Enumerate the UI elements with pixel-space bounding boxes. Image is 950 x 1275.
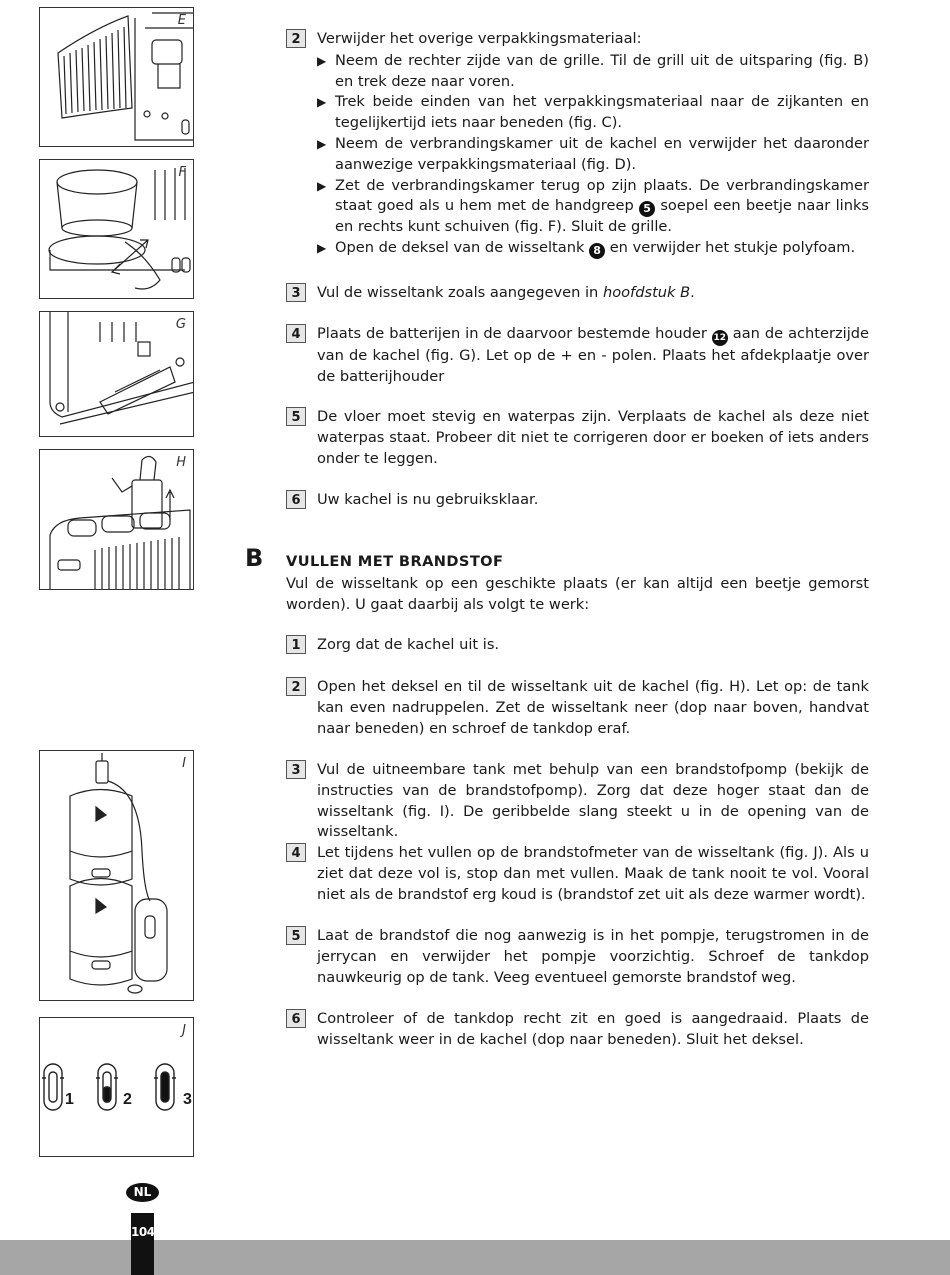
step-number: 1	[286, 635, 306, 654]
bullet-item	[317, 134, 869, 176]
figure-i-drawing	[40, 751, 194, 1001]
figure-g-label: G	[175, 317, 186, 332]
figure-h	[39, 449, 194, 590]
page-number-tab	[131, 1213, 154, 1275]
step-number: 5	[286, 926, 306, 945]
bullet-item	[317, 51, 869, 93]
step-text: Uw kachel is nu gebruiksklaar.	[317, 491, 539, 508]
figure-f	[39, 159, 194, 299]
step-number: 2	[286, 29, 306, 48]
figure-i-label: I	[182, 756, 186, 771]
figure-h-drawing	[40, 450, 194, 590]
fill-step-4	[286, 843, 869, 905]
step-text: Let tijdens het vullen op de brandstofmeter van de wisseltank (fig. J). Als u ziet dat deze vol is, stop dan met vullen. Maak de tank nooit te vol. Vooral niet als de brandstof erg koud is (brandstof zet uit als deze warmer wordt).	[317, 844, 869, 903]
figure-e-label: E	[177, 13, 186, 28]
step-text: Open het deksel en til de wisseltank uit de kachel (fig. H). Let op: de tank kan even nadruppelen. Zet de wisseltank neer (dop naar boven, handvat naar beneden) en schroef de tankdop eraf.	[317, 678, 869, 737]
step-text: Plaats de batterijen in de daarvoor bestemde houder	[317, 325, 707, 342]
bullet-text: Zet de verbrandingskamer terug op zijn plaats. De verbrandingskamer staat goed als u hem met de handgreep	[335, 176, 869, 215]
step-2-unpack	[286, 29, 869, 259]
figure-f-drawing	[40, 160, 194, 299]
bullet-text: Neem de rechter zijde van de grille. Til de grill uit de uitsparing (fig. B) en trek deze naar voren.	[335, 51, 869, 90]
step-number: 5	[286, 407, 306, 426]
figure-j-drawing	[40, 1018, 194, 1157]
figure-j-label: J	[182, 1023, 186, 1038]
step-text: Vul de uitneembare tank met behulp van een brandstofpomp (bekijk de instructies van de brandstofpomp). Zorg dat deze hoger staat dan de wisseltank (fig. I). De geribbelde slang steekt u in de opening van de wisseltank.	[317, 761, 869, 841]
step-text: De vloer moet stevig en waterpas zijn. Verplaats de kachel als deze niet waterpas staat. Probeer dit niet te corrigeren door er boeken of iets anders onder te leggen.	[317, 408, 869, 467]
page-number: 104	[131, 1225, 155, 1239]
bullet-item	[317, 176, 869, 239]
step-4-batteries	[286, 324, 869, 388]
language-badge: NL	[126, 1183, 159, 1202]
part-reference-5: 5	[639, 201, 655, 217]
fill-step-1	[286, 635, 869, 656]
bullet-text: soepel een beetje naar links en rechts kunt schuiven (fig. F). Sluit de grille.	[335, 197, 870, 236]
step-number: 4	[286, 324, 306, 343]
step-text-end: .	[690, 284, 695, 301]
figure-g-drawing	[40, 312, 194, 437]
step-number: 6	[286, 490, 306, 509]
bullet-item	[317, 92, 869, 134]
fuel-gauge-level-2: 2	[123, 1091, 132, 1108]
bullet-text: Open de deksel van de wisseltank	[335, 239, 585, 257]
figure-i	[39, 750, 194, 1001]
section-title: VULLEN MET BRANDSTOF	[286, 553, 504, 570]
figure-j	[39, 1017, 194, 1157]
fill-step-6	[286, 1009, 869, 1051]
step-text: Zorg dat de kachel uit is.	[317, 636, 500, 653]
figure-e-drawing	[40, 8, 194, 147]
figure-e	[39, 7, 194, 147]
fill-step-5	[286, 926, 869, 988]
step-number: 4	[286, 843, 306, 862]
bullet-text: Neem de verbrandingskamer uit de kachel en verwijder het daaronder aanwezige verpakkingsmateriaal (fig. D).	[335, 134, 869, 173]
step-text: Laat de brandstof die nog aanwezig is in het pompje, terugstromen in de jerrycan en verwijder het pompje voorzichtig. Schroef de tankdop nauwkeurig op de tank. Veeg eventueel gemorste brandstof weg.	[317, 927, 869, 986]
fill-step-2	[286, 677, 869, 739]
fuel-gauge-level-3: 3	[183, 1091, 192, 1108]
bullet-text: Trek beide einden van het verpakkingsmateriaal naar de zijkanten en tegelijkertijd iets naar beneden (fig. C).	[335, 93, 869, 132]
step-3-fill-tank	[286, 283, 869, 304]
step-number: 3	[286, 283, 306, 302]
fill-step-3	[286, 760, 869, 843]
step-text: Controleer of de tankdop recht zit en goed is aangedraaid. Plaats de wisseltank weer in de kachel (dop naar beneden). Sluit het deksel.	[317, 1010, 869, 1048]
figure-g	[39, 311, 194, 437]
step-number: 6	[286, 1009, 306, 1028]
section-intro: Vul de wisseltank op een geschikte plaats (er kan altijd een beetje gemorst worden). U gaat daarbij als volgt te werk:	[286, 575, 869, 613]
step-5-level-floor	[286, 407, 869, 469]
part-reference-12: 12	[712, 330, 728, 346]
step-number: 2	[286, 677, 306, 696]
step-text: Verwijder het overige verpakkingsmateriaal:	[317, 30, 642, 47]
bullet-text: en verwijder het stukje polyfoam.	[609, 239, 856, 257]
bullet-item	[317, 238, 869, 259]
step-number: 3	[286, 760, 306, 779]
figure-h-label: H	[176, 455, 186, 470]
part-reference-8: 8	[589, 243, 605, 259]
figure-f-label: F	[178, 165, 186, 180]
step-text: Vul de wisseltank zoals aangegeven in	[317, 284, 599, 301]
section-letter: B	[245, 544, 264, 572]
fuel-gauge-level-1: 1	[65, 1091, 74, 1108]
step-6-ready	[286, 490, 869, 511]
step-text: aan de achterzijde van de kachel (fig. G). Let op de + en - polen. Plaats het afdekplaatje over de batterijhouder	[317, 325, 870, 385]
chapter-reference: hoofdstuk B	[602, 284, 691, 301]
